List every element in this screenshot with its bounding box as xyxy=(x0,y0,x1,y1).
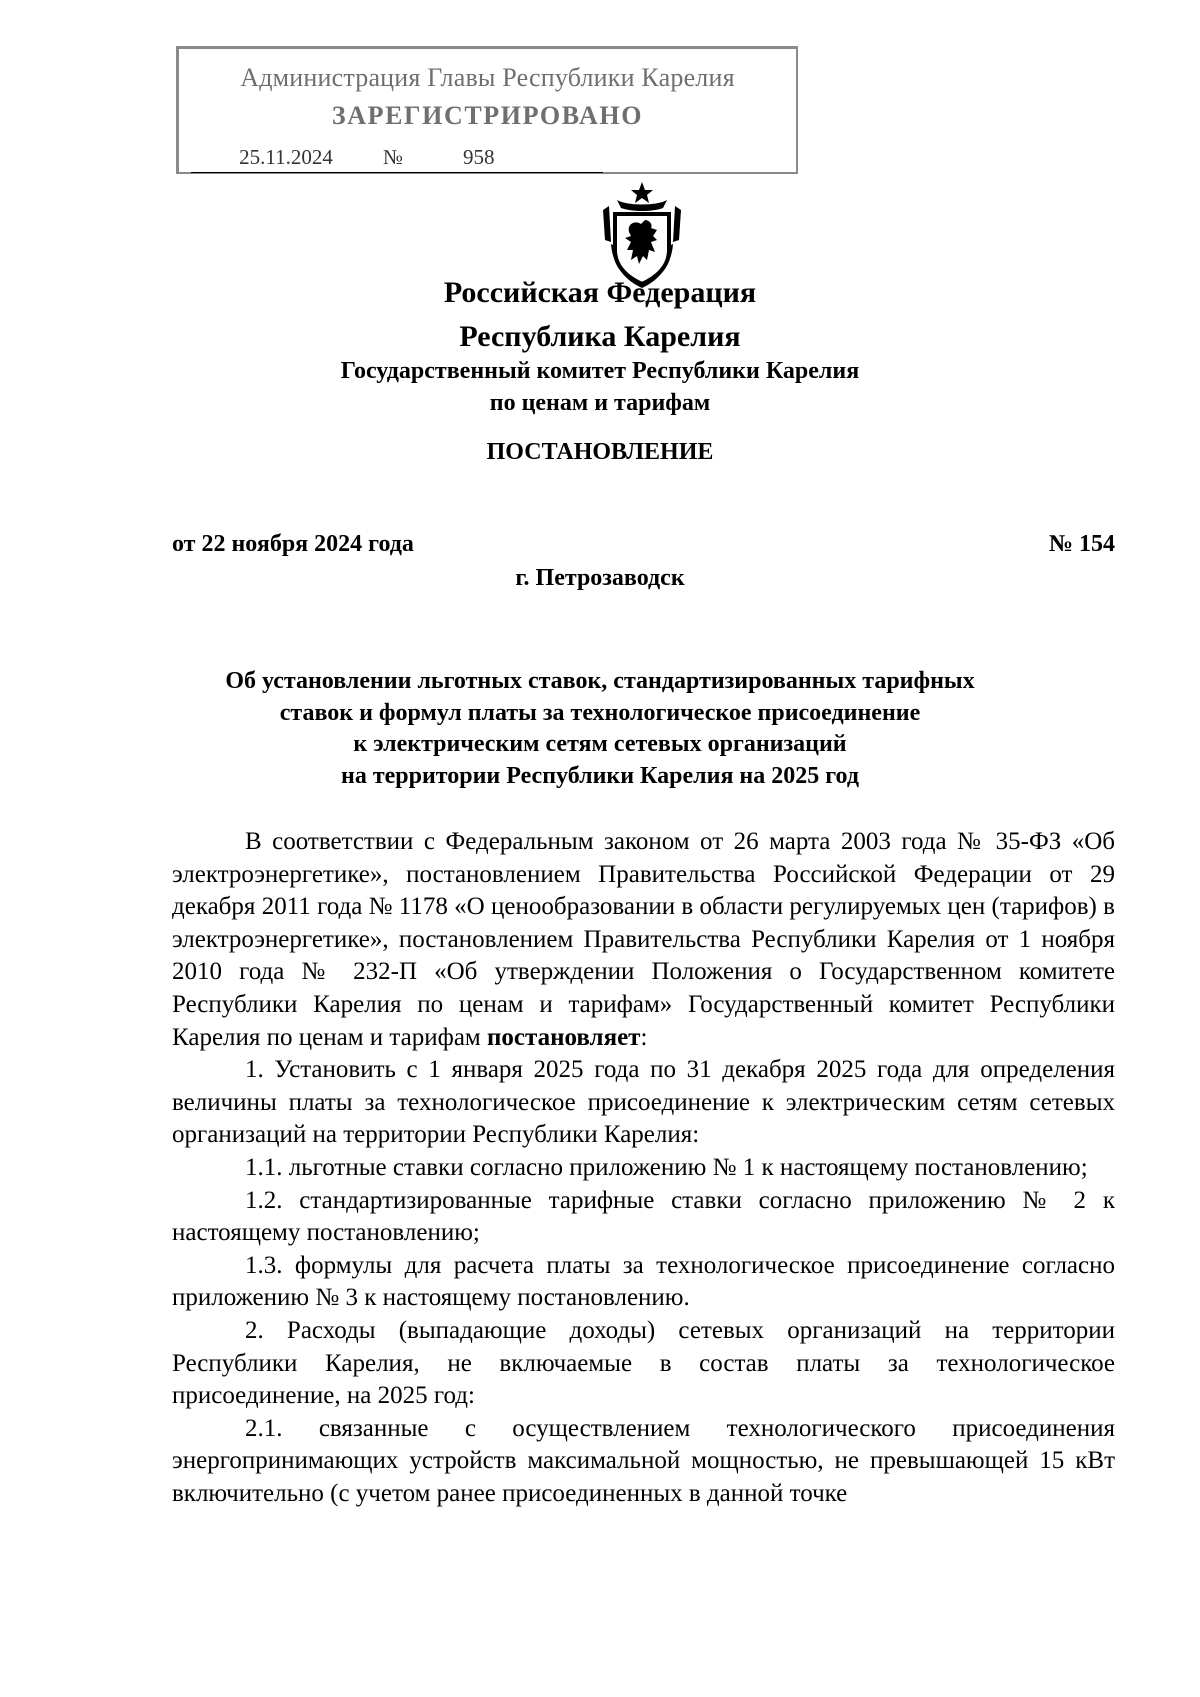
republic-heading: Республика Карелия xyxy=(459,320,741,353)
document-type-heading: ПОСТАНОВЛЕНИЕ xyxy=(486,439,714,465)
title-line: Об установлении льготных ставок, стандартизированных тарифных xyxy=(225,668,975,694)
stamp-number-label: № xyxy=(381,145,405,173)
registration-stamp xyxy=(176,46,798,174)
preamble-paragraph xyxy=(172,826,1115,1054)
paragraph-1-1: 1.1. льготные ставки согласно приложению № 1 к настоящему постановлению; xyxy=(245,1153,1088,1181)
paragraph-1-2: 1.2. стандартизированные тарифные ставки согласно приложению № 2 к настоящему постановлению; xyxy=(172,1186,1115,1247)
date-number-row xyxy=(172,531,1115,561)
document-title xyxy=(0,666,1200,792)
committee-heading-line1: Государственный комитет Республики Карелия xyxy=(340,358,860,384)
stamp-number: 958 xyxy=(405,145,603,173)
karelia-coat-of-arms-icon xyxy=(597,180,687,290)
paragraph-1-3: 1.3. формулы для расчета платы за технологическое присоединение согласно приложению № 3 к настоящему постановлению. xyxy=(172,1251,1115,1312)
preamble-end: : xyxy=(640,1023,648,1051)
preamble-resolves: постановляет xyxy=(487,1023,641,1051)
title-line: ставок и формул платы за технологическое присоединение xyxy=(279,699,921,726)
paragraph-2-1: 2.1. связанные с осуществлением технологического присоединения энергопринимающих устройств максимальной мощностью, не превышающей 15 кВт включительно (с учетом ранее присоединенных в данной точке xyxy=(172,1414,1115,1507)
document-date: от 22 ноября 2024 года xyxy=(172,531,414,557)
city: г. Петрозаводск xyxy=(515,565,685,591)
title-line: к электрическим сетям сетевых организаций xyxy=(353,731,847,757)
document-number: № 154 xyxy=(1048,531,1115,557)
document-body xyxy=(172,826,1115,1510)
stamp-date: 25.11.2024 xyxy=(191,145,381,173)
paragraph-1: 1. Установить с 1 января 2025 года по 31 декабря 2025 года для определения величины платы за технологическое присоединение к электрическим сетям сетевых организаций на территории Республики Карелия: xyxy=(172,1056,1115,1149)
preamble-text: В соответствии с Федеральным законом от 26 марта 2003 года № 35-ФЗ «Об электроэнергетике», постановлением Правительства Российской Федерации от 29 декабря 2011 года № 1178 «О ценообразовании в области регулируемых цен (тарифов) в электроэнергетике», постановлением Правительства Республики Карелия от 1 ноября 2010 года № 232-П «Об утверждении Положения о Государственном комитете Республики Карелия по ценам и тарифам» Государственный комитет Республики Карелия по ценам и тарифам xyxy=(172,828,1115,1051)
stamp-organization: Администрация Главы Республики Карелия xyxy=(240,63,735,92)
country-heading: Российская Федерация xyxy=(443,276,757,309)
title-line: на территории Республики Карелия на 2025 год xyxy=(340,762,859,789)
committee-heading-line2: по ценам и тарифам xyxy=(489,390,711,416)
stamp-status: ЗАРЕГИСТРИРОВАНО xyxy=(331,101,644,130)
paragraph-2: 2. Расходы (выпадающие доходы) сетевых организаций на территории Республики Карелия, не включаемые в состав платы за технологическое присоединение, на 2025 год: xyxy=(172,1316,1115,1410)
